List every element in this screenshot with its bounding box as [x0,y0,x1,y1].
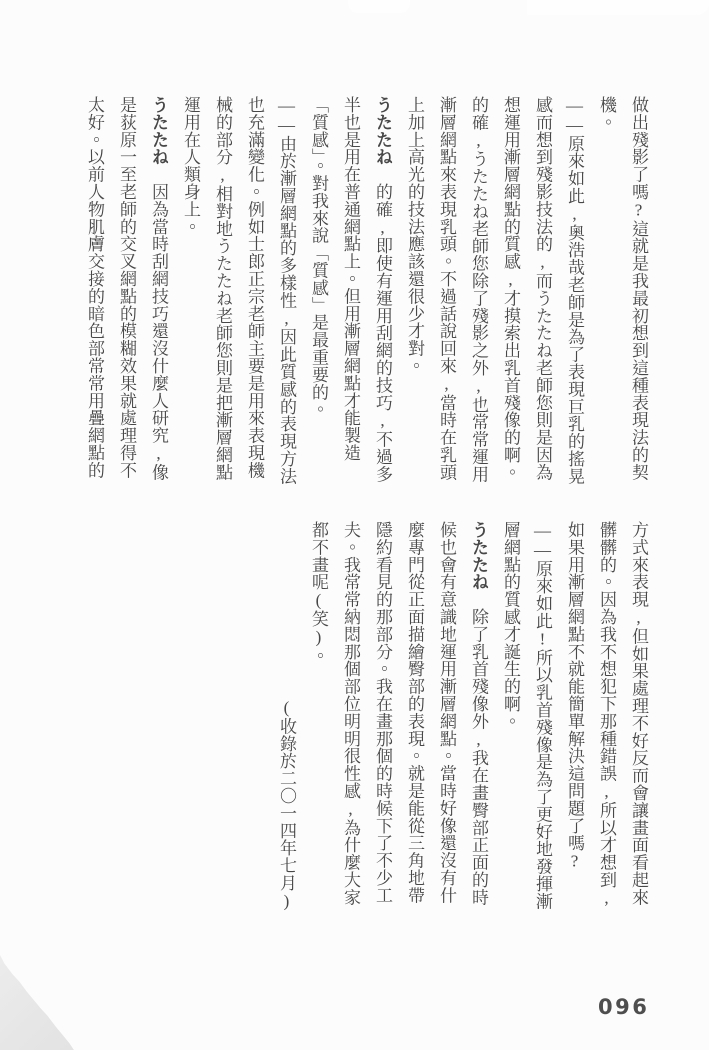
speaker-name: うたたね [149,96,168,166]
paragraph-text: 的確,即使有運用刮網的技巧,不過多半也是用在普通網點上。但用漸層網點才能製造「質感」。對我來說「質感」是最重要的。 [309,96,392,483]
interviewer-paragraph [398,96,590,486]
interviewer-paragraph [494,521,558,911]
attribution-paragraph [270,521,302,911]
interview-text-block-bottom [270,521,654,911]
interview-text-block-top [78,96,654,486]
scan-corner-shadow [0,955,88,1050]
paragraph-text: 除了乳首殘像外,我在畫臀部正面的時候也會有意識地運用漸層網點。當時好像還沒有什麼專門從正面描繪臀部的表現。就是能從三角地帶隱約看見的那部分。我在畫那個的時候下了不少工夫。我常常納悶那個部位明明很性感,為什麼大家都不畫呢(笑)。 [309,521,488,906]
continuation-paragraph [558,521,654,911]
speaker-paragraph [302,96,398,486]
continuation-paragraph [590,96,654,486]
interviewer-paragraph [174,96,302,486]
paragraph-text: (收錄於二〇一四年七月) [277,698,296,911]
paragraph-text: 做出殘影了嗎?這就是我最初想到這種表現法的契機。 [597,96,648,481]
scan-artifact-top-right [527,0,709,15]
speaker-paragraph [78,96,174,486]
speaker-paragraph [302,521,494,911]
speaker-name: うたたね [373,96,392,166]
speaker-name: うたたね [469,521,488,591]
scan-artifact-top-left [348,0,410,13]
paragraph-text: 因為當時刮網技巧還沒什麼人研究,像是荻原一至老師的交叉網點的模糊效果就處理得不太好。以前人物肌膚交接的暗色部常常用疊網點的 [85,96,168,481]
paragraph-text: ——原來如此!所以乳首殘像是為了更好地發揮漸層網點的質感才誕生的啊。 [501,521,552,910]
paragraph-text: 方式來表現,但如果處理不好反而會讓畫面看起來髒髒的。因為我不想犯下那種錯誤,所以才想到,如果用漸層網點不就能簡單解決這問題了嗎? [565,521,648,908]
paragraph-text: ——原來如此,奧浩哉老師是為了表現巨乳的搖晃感而想到殘影技法的,而うたたね老師您則是因為想運用漸層網點的質感,才摸索出乳首殘像的啊。的確,うたたね老師您除了殘影之外,也常常運用漸層網點來表現乳頭。不過話說回來,當時在乳頭上加上高光的技法應該還很少才對。 [405,96,584,485]
paragraph-text: ——由於漸層網點的多樣性,因此質感的表現方法也充滿變化。例如士郎正宗老師主要是用來表現機械的部分,相對地うたたね老師您則是把漸層網點運用在人類身上。 [181,96,296,485]
page-number: 096 [598,995,650,1019]
